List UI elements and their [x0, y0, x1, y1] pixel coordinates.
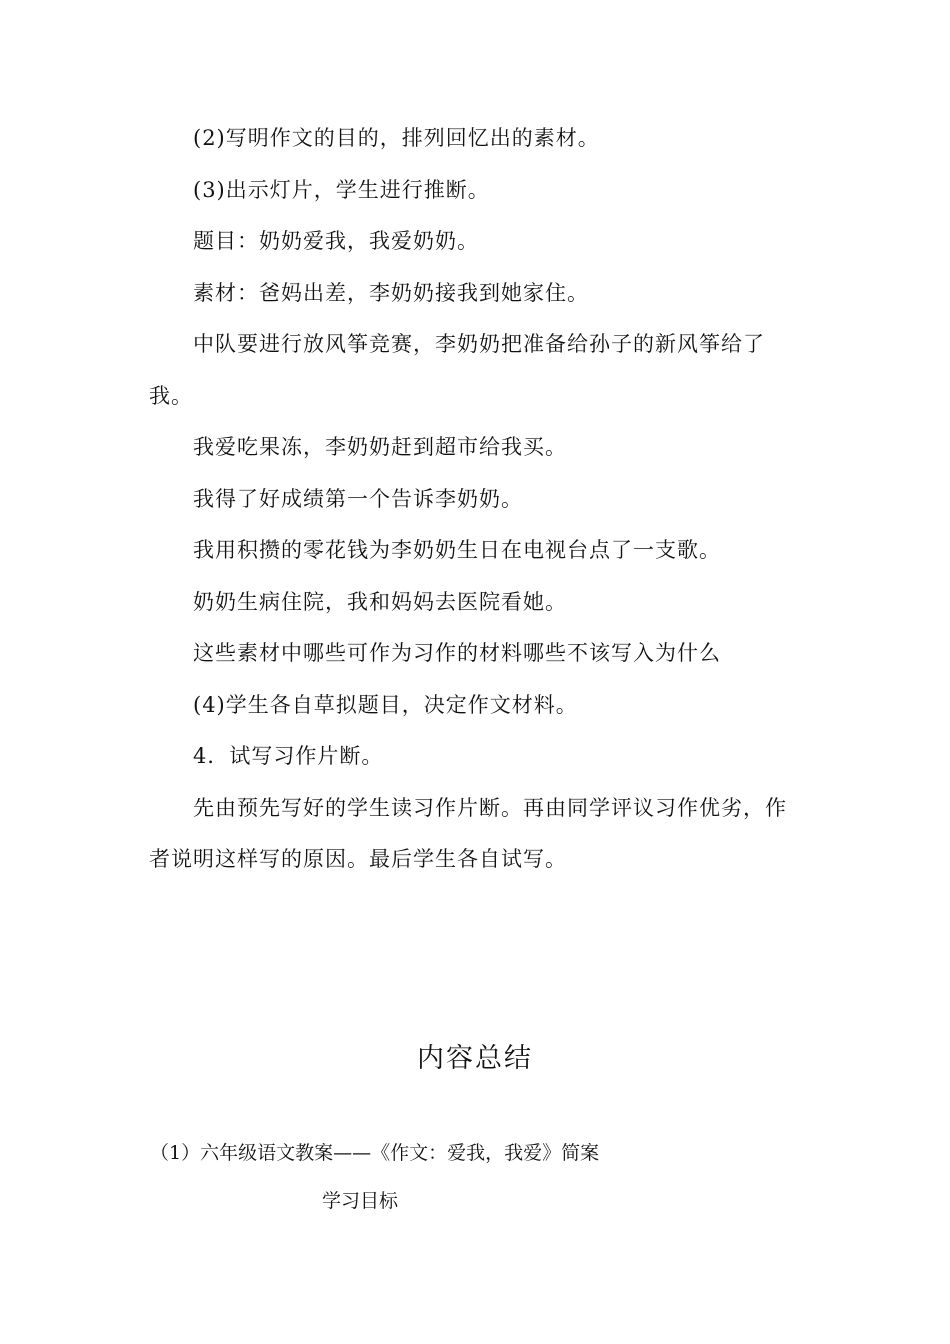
paragraph-line: 我。 — [149, 384, 193, 408]
paragraph-line: 题目：奶奶爱我，我爱奶奶。 — [193, 229, 479, 253]
paragraph-line: (3)出示灯片，学生进行推断。 — [193, 178, 490, 202]
paragraph-line: 我爱吃果冻，李奶奶赶到超市给我买。 — [193, 435, 567, 459]
paragraph-line: 我用积攒的零花钱为李奶奶生日在电视台点了一支歌。 — [193, 538, 721, 562]
summary-subheading: 学习目标 — [322, 1190, 399, 1212]
paragraph-line: 这些素材中哪些可作为习作的材料哪些不该写入为什么 — [193, 641, 721, 665]
paragraph-line: 奶奶生病住院，我和妈妈去医院看她。 — [193, 590, 567, 614]
paragraph-line: 我得了好成绩第一个告诉李奶奶。 — [193, 487, 523, 511]
paragraph-line: 者说明这样写的原因。最后学生各自试写。 — [149, 847, 567, 871]
summary-item: （1）六年级语文教案——《作文：爱我，我爱》简案 — [150, 1142, 600, 1164]
paragraph-line: (2)写明作文的目的，排列回忆出的素材。 — [193, 126, 600, 150]
paragraph-line: 先由预先写好的学生读习作片断。再由同学评议习作优劣，作 — [193, 796, 787, 820]
paragraph-line: (4)学生各自草拟题目，决定作文材料。 — [193, 693, 578, 717]
paragraph-line: 素材：爸妈出差，李奶奶接我到她家住。 — [193, 281, 589, 305]
summary-title: 内容总结 — [417, 1043, 533, 1074]
paragraph-line: 中队要进行放风筝竞赛，李奶奶把准备给孙子的新风筝给了 — [193, 332, 765, 356]
section-heading: 4．试写习作片断。 — [193, 744, 384, 768]
